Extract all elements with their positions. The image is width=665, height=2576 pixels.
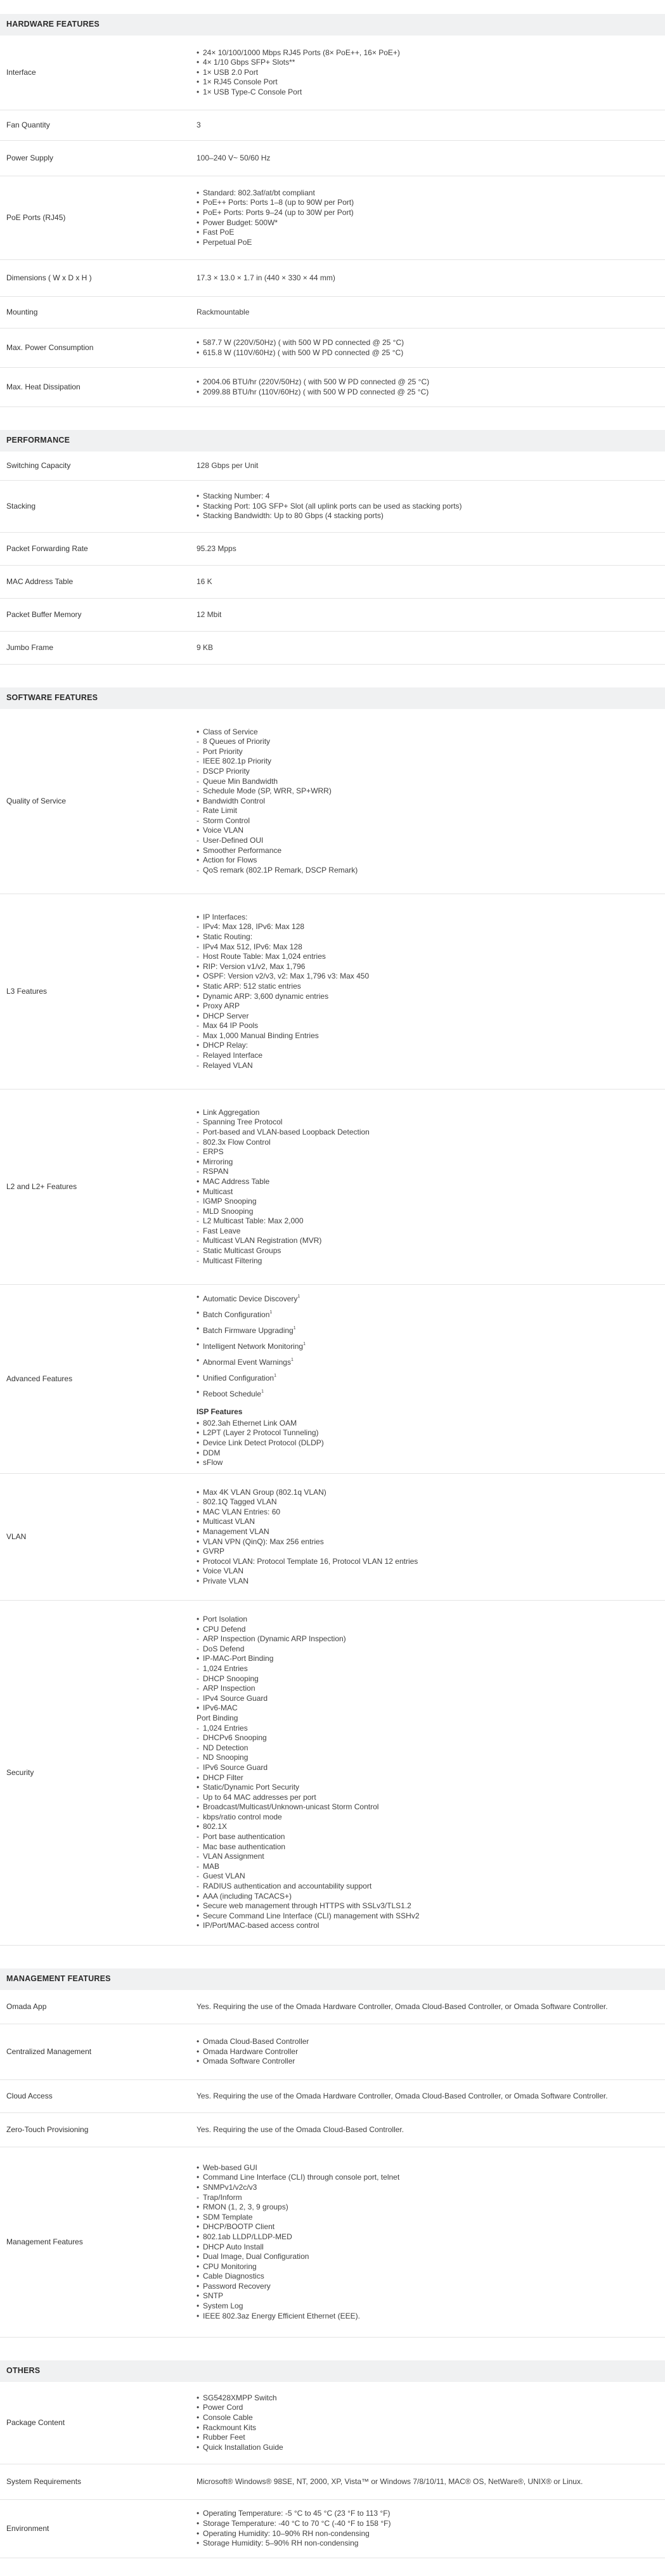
list-item-text: Batch Firmware Upgrading [203, 1326, 294, 1336]
spec-value [190, 2381, 665, 2466]
list-item: • Voice VLAN [197, 1566, 659, 1577]
list-item: • Voice VLAN [197, 826, 659, 836]
spec-label: Interface [6, 67, 36, 77]
list-item: - RSPAN [197, 1167, 659, 1177]
spec-label: System Requirements [6, 2476, 82, 2486]
list-item: • DDM [197, 1448, 659, 1459]
list-item: - Multicast VLAN Registration (MVR) [197, 1236, 659, 1246]
spec-row [0, 894, 665, 1090]
footnote-marker: 1 [261, 1389, 264, 1395]
list-item: • 587.7 W (220V/50Hz) ( with 500 W PD connected @ 25 °C) [197, 338, 659, 348]
spec-row [0, 1285, 665, 1474]
spec-list [197, 2163, 659, 2322]
list-item: • Omada Software Controller [197, 2057, 659, 2067]
list-item: • Console Cable [197, 2413, 659, 2423]
list-item: • 802.1X [197, 1822, 659, 1832]
list-item: • Operating Humidity: 10–90% RH non-condensing [197, 2529, 659, 2539]
list-item-text: Automatic Device Discovery [203, 1294, 298, 1304]
spec-value: 16 K [197, 576, 212, 586]
performance-section [0, 430, 665, 665]
spec-label: Max. Power Consumption [6, 342, 94, 352]
spec-label: Switching Capacity [6, 460, 71, 470]
list-item: • Rackmount Kits [197, 2423, 659, 2433]
list-item: • VLAN VPN (QinQ): Max 256 entries [197, 1537, 659, 1547]
list-item: - Max 64 IP Pools [197, 1021, 659, 1031]
spec-row [0, 2500, 665, 2558]
list-item: • AAA (including TACACS+) [197, 1892, 659, 1902]
spec-label: Fan Quantity [6, 120, 50, 129]
spec-list [197, 48, 659, 98]
spec-value [190, 715, 665, 888]
spec-row [0, 368, 665, 407]
list-item-text: Intelligent Network Monitoring [203, 1342, 304, 1351]
list-item: • Storage Temperature: -40 °C to 70 °C (-40 °F to 158 °F) [197, 2519, 659, 2529]
spec-row [0, 481, 665, 533]
list-item: - IPv6 Source Guard [197, 1763, 659, 1773]
list-item: • 2099.88 BTU/hr (110V/60Hz) ( with 500 W PD connected @ 25 °C) [197, 387, 659, 398]
list-item: - 802.3x Flow Control [197, 1138, 659, 1148]
list-item: - Guest VLAN [197, 1871, 659, 1882]
list-item: • Storage Humidity: 5–90% RH non-condensing [197, 2539, 659, 2549]
list-item: • Static ARP: 512 static entries [197, 982, 659, 992]
spec-value [190, 1095, 665, 1279]
list-item [197, 1369, 659, 1385]
list-item: • Omada Hardware Controller [197, 2047, 659, 2057]
list-item: • 1× USB Type-C Console Port [197, 88, 659, 98]
list-item: • Command Line Interface (CLI) through console port, telnet [197, 2173, 659, 2183]
isp-features-title: ISP Features [197, 1407, 243, 1417]
spec-list [197, 913, 659, 1071]
spec-list [197, 1290, 659, 1401]
spec-row [0, 297, 665, 329]
list-item: • 1× RJ45 Console Port [197, 77, 659, 88]
spec-list [197, 491, 659, 521]
spec-label: Zero-Touch Provisioning [6, 2124, 89, 2134]
spec-list [197, 2393, 659, 2453]
list-item: • IP Interfaces: [197, 913, 659, 923]
spec-value: Rackmountable [197, 307, 250, 316]
list-item: - Trap/Inform [197, 2193, 659, 2203]
spec-list [197, 2037, 659, 2067]
list-item: • IEEE 802.3az Energy Efficient Ethernet (EEE). [197, 2312, 659, 2322]
list-item: - DSCP Priority [197, 767, 659, 777]
spec-label: Management Features [6, 2237, 83, 2246]
list-item: • 802.3ah Ethernet Link OAM [197, 1419, 659, 1429]
list-item: • Stacking Number: 4 [197, 491, 659, 502]
spec-label: L2 and L2+ Features [6, 1181, 77, 1191]
footnote-marker: 1 [303, 1342, 306, 1347]
list-item: • Rubber Feet [197, 2433, 659, 2443]
spec-value [190, 2150, 665, 2334]
list-item: • CPU Monitoring [197, 2262, 659, 2272]
list-item [197, 1306, 659, 1322]
spec-value: Yes. Requiring the use of the Omada Cloud-Based Controller. [197, 2124, 404, 2134]
list-item: - User-Defined OUI [197, 836, 659, 846]
spec-list [197, 727, 659, 876]
section-gap [0, 665, 665, 687]
spec-value: 9 KB [197, 642, 214, 652]
spec-list [197, 338, 659, 358]
list-item: - Relayed VLAN [197, 1061, 659, 1071]
list-item: • 802.1ab LLDP/LLDP-MED [197, 2232, 659, 2242]
list-item: • IP/Port/MAC-based access control [197, 1921, 659, 1931]
list-item: - 1,024 Entries [197, 1724, 659, 1734]
list-item: • 24× 10/100/1000 Mbps RJ45 Ports (8× PoE++, 16× PoE+) [197, 48, 659, 58]
list-item: • Quick Installation Guide [197, 2443, 659, 2453]
list-item: • Link Aggregation [197, 1108, 659, 1118]
list-item: - Relayed Interface [197, 1051, 659, 1061]
spec-label: Packet Buffer Memory [6, 609, 82, 619]
list-item: • DHCP Auto Install [197, 2242, 659, 2253]
list-item: - Host Route Table: Max 1,024 entries [197, 952, 659, 962]
spec-value: 17.3 × 13.0 × 1.7 in (440 × 330 × 44 mm) [197, 273, 335, 282]
spec-label: Omada App [6, 2001, 47, 2011]
spec-list [197, 377, 659, 397]
list-item: - Schedule Mode (SP, WRR, SP+WRR) [197, 786, 659, 797]
spec-value [190, 365, 665, 410]
spec-value [190, 1602, 665, 1944]
spec-label: VLAN [6, 1532, 27, 1541]
list-item: • GVRP [197, 1547, 659, 1557]
spec-row [0, 1474, 665, 1601]
list-item: • CPU Defend [197, 1625, 659, 1635]
spec-label: Advanced Features [6, 1374, 73, 1383]
spec-value [190, 1475, 665, 1599]
list-item: - ND Detection [197, 1743, 659, 1753]
list-item: - kbps/ratio control mode [197, 1812, 659, 1823]
list-item: - DHCPv6 Snooping [197, 1733, 659, 1743]
list-item: • Cable Diagnostics [197, 2272, 659, 2282]
list-item: • MAC VLAN Entries: 60 [197, 1507, 659, 1518]
list-item: • IPv6-MAC [197, 1703, 659, 1714]
list-item: • OSPF: Version v2/v3, v2: Max 1,796 v3: Max 450 [197, 972, 659, 982]
list-item: • Mirroring [197, 1157, 659, 1168]
list-item: • Secure Command Line Interface (CLI) management with SSHv2 [197, 1911, 659, 1922]
list-item: • Static/Dynamic Port Security [197, 1783, 659, 1793]
list-item: • MAC Address Table [197, 1177, 659, 1187]
list-item: • Device Link Detect Protocol (DLDP) [197, 1438, 659, 1448]
list-item: - DHCP Snooping [197, 1674, 659, 1684]
list-item: - 1,024 Entries [197, 1664, 659, 1674]
spec-label: Environment [6, 2523, 49, 2533]
list-item [197, 1337, 659, 1353]
list-item: • Standard: 802.3af/at/bt compliant [197, 188, 659, 198]
spec-row [0, 329, 665, 368]
spec-value: 95.23 Mpps [197, 543, 236, 553]
list-item: • Fast PoE [197, 228, 659, 238]
list-item: • IP-MAC-Port Binding [197, 1654, 659, 1664]
list-item: • 615.8 W (110V/60Hz) ( with 500 W PD connected @ 25 °C) [197, 348, 659, 358]
list-item: - Spanning Tree Protocol [197, 1117, 659, 1128]
list-item: • sFlow [197, 1458, 659, 1468]
list-item: • DHCP Filter [197, 1773, 659, 1783]
list-item: • Proxy ARP [197, 1001, 659, 1012]
list-item: - Port base authentication [197, 1832, 659, 1842]
list-item: • 1× USB 2.0 Port [197, 68, 659, 78]
list-item: • Private VLAN [197, 1577, 659, 1587]
spec-label: MAC Address Table [6, 576, 74, 586]
footnote-marker: 1 [297, 1294, 300, 1299]
list-item: • Dynamic ARP: 3,600 dynamic entries [197, 992, 659, 1002]
list-item-text: Reboot Schedule [203, 1389, 262, 1399]
spec-label: Quality of Service [6, 796, 67, 805]
list-item: • Class of Service [197, 727, 659, 738]
list-item: • Bandwidth Control [197, 797, 659, 807]
spec-row [0, 533, 665, 566]
spec-row [0, 2382, 665, 2464]
list-item: - ERPS [197, 1147, 659, 1157]
list-item: • SG5428XMPP Switch [197, 2393, 659, 2404]
list-item: • Stacking Port: 10G SFP+ Slot (all uplink ports can be used as stacking ports) [197, 502, 659, 512]
list-item: • SDM Template [197, 2213, 659, 2223]
spec-value: 100–240 V~ 50/60 Hz [197, 153, 271, 162]
list-item: - Mac base authentication [197, 1842, 659, 1852]
spec-row [0, 2024, 665, 2080]
list-item [197, 1322, 659, 1337]
list-item: - 8 Queues of Priority [197, 737, 659, 747]
others-section [0, 2360, 665, 2558]
spec-label: Mounting [6, 307, 38, 316]
spec-row [0, 260, 665, 297]
footnote-marker: 1 [293, 1326, 296, 1331]
list-item: • Smoother Performance [197, 846, 659, 856]
list-item: - Fast Leave [197, 1226, 659, 1237]
spec-list [197, 2509, 659, 2548]
list-item: - Port-based and VLAN-based Loopback Detection [197, 1128, 659, 1138]
spec-value: 128 Gbps per Unit [197, 460, 259, 470]
spec-row [0, 1090, 665, 1285]
list-item: - ARP Inspection (Dynamic ARP Inspection) [197, 1634, 659, 1644]
spec-label: Packet Forwarding Rate [6, 543, 88, 553]
spec-list [197, 1488, 659, 1587]
spec-value: 3 [197, 120, 201, 129]
section-title: PERFORMANCE [0, 430, 665, 452]
list-item-text: Batch Configuration [203, 1310, 270, 1320]
list-item: • Protocol VLAN: Protocol Template 16, Protocol VLAN 12 entries [197, 1557, 659, 1567]
list-item: • Perpetual PoE [197, 238, 659, 248]
list-item: - Up to 64 MAC addresses per port [197, 1793, 659, 1803]
list-item: • Power Budget: 500W* [197, 218, 659, 228]
spec-label: L3 Features [6, 986, 48, 996]
list-item: • L2PT (Layer 2 Protocol Tunneling) [197, 1428, 659, 1438]
list-item: • DHCP Relay: [197, 1041, 659, 1051]
section-title: SOFTWARE FEATURES [0, 687, 665, 709]
list-item: - Queue Min Bandwidth [197, 777, 659, 787]
spec-value [190, 1277, 665, 1481]
spec-row [0, 566, 665, 599]
list-item: • 4× 1/10 Gbps SFP+ Slots** [197, 58, 659, 68]
spec-list [197, 188, 659, 248]
list-item: • Management VLAN [197, 1527, 659, 1537]
list-item: • RMON (1, 2, 3, 9 groups) [197, 2202, 659, 2213]
list-item: • Multicast VLAN [197, 1517, 659, 1527]
list-item-text: Abnormal Event Warnings [203, 1358, 291, 1367]
list-item: - L2 Multicast Table: Max 2,000 [197, 1216, 659, 1226]
list-item-text: Unified Configuration [203, 1374, 274, 1383]
spec-value [190, 36, 665, 110]
list-item: - Storm Control [197, 816, 659, 826]
list-item: • DHCP/BOOTP Client [197, 2222, 659, 2232]
list-item: • Password Recovery [197, 2282, 659, 2292]
list-item: - QoS remark (802.1P Remark, DSCP Remark) [197, 866, 659, 876]
list-item: - Rate Limit [197, 806, 659, 816]
spec-row [0, 2080, 665, 2113]
list-item: • PoE+ Ports: Ports 9–24 (up to 30W per Port) [197, 208, 659, 218]
footnote-marker: 1 [274, 1374, 276, 1379]
list-item: - MLD Snooping [197, 1207, 659, 1217]
list-item: • Stacking Bandwidth: Up to 80 Gbps (4 stacking ports) [197, 511, 659, 521]
spec-label: Cloud Access [6, 2091, 53, 2100]
spec-row [0, 599, 665, 632]
section-gap [0, 2338, 665, 2360]
spec-label: Security [6, 1767, 34, 1777]
list-item: • Static Routing: [197, 932, 659, 942]
list-item: - DoS Defend [197, 1644, 659, 1655]
spec-value [190, 479, 665, 534]
spec-row [0, 709, 665, 894]
spec-label: Dimensions ( W x D x H ) [6, 273, 92, 282]
list-item: - IPv4 Max 512, IPv6: Max 128 [197, 942, 659, 953]
spec-row [0, 176, 665, 260]
list-item: - 802.1Q Tagged VLAN [197, 1497, 659, 1507]
list-item: - ND Snooping [197, 1753, 659, 1763]
list-item: • Dual Image, Dual Configuration [197, 2252, 659, 2262]
spec-row [0, 2464, 665, 2500]
list-item: • Port Isolation [197, 1615, 659, 1625]
spec-value [190, 900, 665, 1084]
list-item: - Max 1,000 Manual Binding Entries [197, 1031, 659, 1041]
spec-value: Microsoft® Windows® 98SE, NT, 2000, XP, Vista™ or Windows 7/8/10/11, MAC® OS, NetWare®, UNIX® or Linux. [197, 2476, 583, 2486]
list-item: • RIP: Version v1/v2, Max 1,796 [197, 962, 659, 972]
list-item: • Max 4K VLAN Group (802.1q VLAN) [197, 1488, 659, 1498]
list-item: - ARP Inspection [197, 1684, 659, 1694]
section-title: OTHERS [0, 2360, 665, 2382]
section-gap [0, 1946, 665, 1968]
spec-label: PoE Ports (RJ45) [6, 212, 66, 222]
spec-row [0, 36, 665, 110]
hardware-section [0, 14, 665, 407]
spec-row [0, 1990, 665, 2024]
spec-row [0, 1601, 665, 1946]
list-item [197, 1385, 659, 1401]
management-section [0, 1968, 665, 2338]
footnote-marker: 1 [290, 1358, 294, 1363]
list-item: • Multicast [197, 1187, 659, 1197]
spec-row [0, 632, 665, 665]
list-item: • Omada Cloud-Based Controller [197, 2037, 659, 2047]
spec-list [197, 1615, 659, 1931]
list-item: • DHCP Server [197, 1012, 659, 1022]
list-item: - Multicast Filtering [197, 1256, 659, 1266]
list-item: • Power Cord [197, 2403, 659, 2413]
list-item: - IPv4 Source Guard [197, 1694, 659, 1704]
list-item: • 2004.06 BTU/hr (220V/50Hz) ( with 500 W PD connected @ 25 °C) [197, 377, 659, 387]
list-item: - IPv4: Max 128, IPv6: Max 128 [197, 922, 659, 932]
spec-row [0, 452, 665, 481]
list-item: • Broadcast/Multicast/Unknown-unicast Storm Control [197, 1802, 659, 1812]
list-item [197, 1290, 659, 1306]
list-item: - RADIUS authentication and accountability support [197, 1882, 659, 1892]
spec-value [190, 176, 665, 261]
spec-row [0, 141, 665, 176]
spec-list [197, 1108, 659, 1266]
list-item: • SNMPv1/v2c/v3 [197, 2183, 659, 2193]
spec-value: Yes. Requiring the use of the Omada Hardware Controller, Omada Cloud-Based Controller, or Omada Software Controller. [197, 2091, 608, 2100]
spec-label: Jumbo Frame [6, 642, 54, 652]
spec-value: 12 Mbit [197, 609, 222, 619]
spec-value [190, 2496, 665, 2561]
list-item: - IGMP Snooping [197, 1197, 659, 1207]
list-item: • PoE++ Ports: Ports 1–8 (up to 90W per Port) [197, 198, 659, 208]
list-item: • SNTP [197, 2291, 659, 2301]
list-item: - Static Multicast Groups [197, 1246, 659, 1256]
footnote-marker: 1 [269, 1310, 273, 1315]
spec-row [0, 2113, 665, 2147]
software-section [0, 687, 665, 1946]
list-item: Port Binding [197, 1713, 238, 1722]
list-item: - MAB [197, 1862, 659, 1872]
spec-label: Package Content [6, 2417, 65, 2427]
spec-label: Stacking [6, 501, 36, 511]
section-title: HARDWARE FEATURES [0, 14, 665, 36]
list-item: • Web-based GUI [197, 2163, 659, 2173]
list-item: • Action for Flows [197, 855, 659, 866]
spec-list [197, 1419, 659, 1468]
list-item [197, 1353, 659, 1369]
list-item: - Port Priority [197, 747, 659, 757]
spec-row [0, 110, 665, 141]
list-item: - IEEE 802.1p Priority [197, 757, 659, 767]
spec-value [190, 2024, 665, 2079]
list-item: - VLAN Assignment [197, 1852, 659, 1862]
section-gap [0, 407, 665, 430]
spec-label: Max. Heat Dissipation [6, 382, 81, 391]
spec-value [190, 325, 665, 370]
spec-label: Centralized Management [6, 2046, 92, 2056]
section-title: MANAGEMENT FEATURES [0, 1968, 665, 1990]
spec-row [0, 2147, 665, 2338]
list-item: • Secure web management through HTTPS with SSLv3/TLS1.2 [197, 1901, 659, 1911]
spec-value: Yes. Requiring the use of the Omada Hardware Controller, Omada Cloud-Based Controller, or Omada Software Controller. [197, 2001, 608, 2011]
list-item: • Operating Temperature: -5 °C to 45 °C (23 °F to 113 °F) [197, 2509, 659, 2519]
list-item: • System Log [197, 2301, 659, 2312]
spec-label: Power Supply [6, 153, 54, 162]
